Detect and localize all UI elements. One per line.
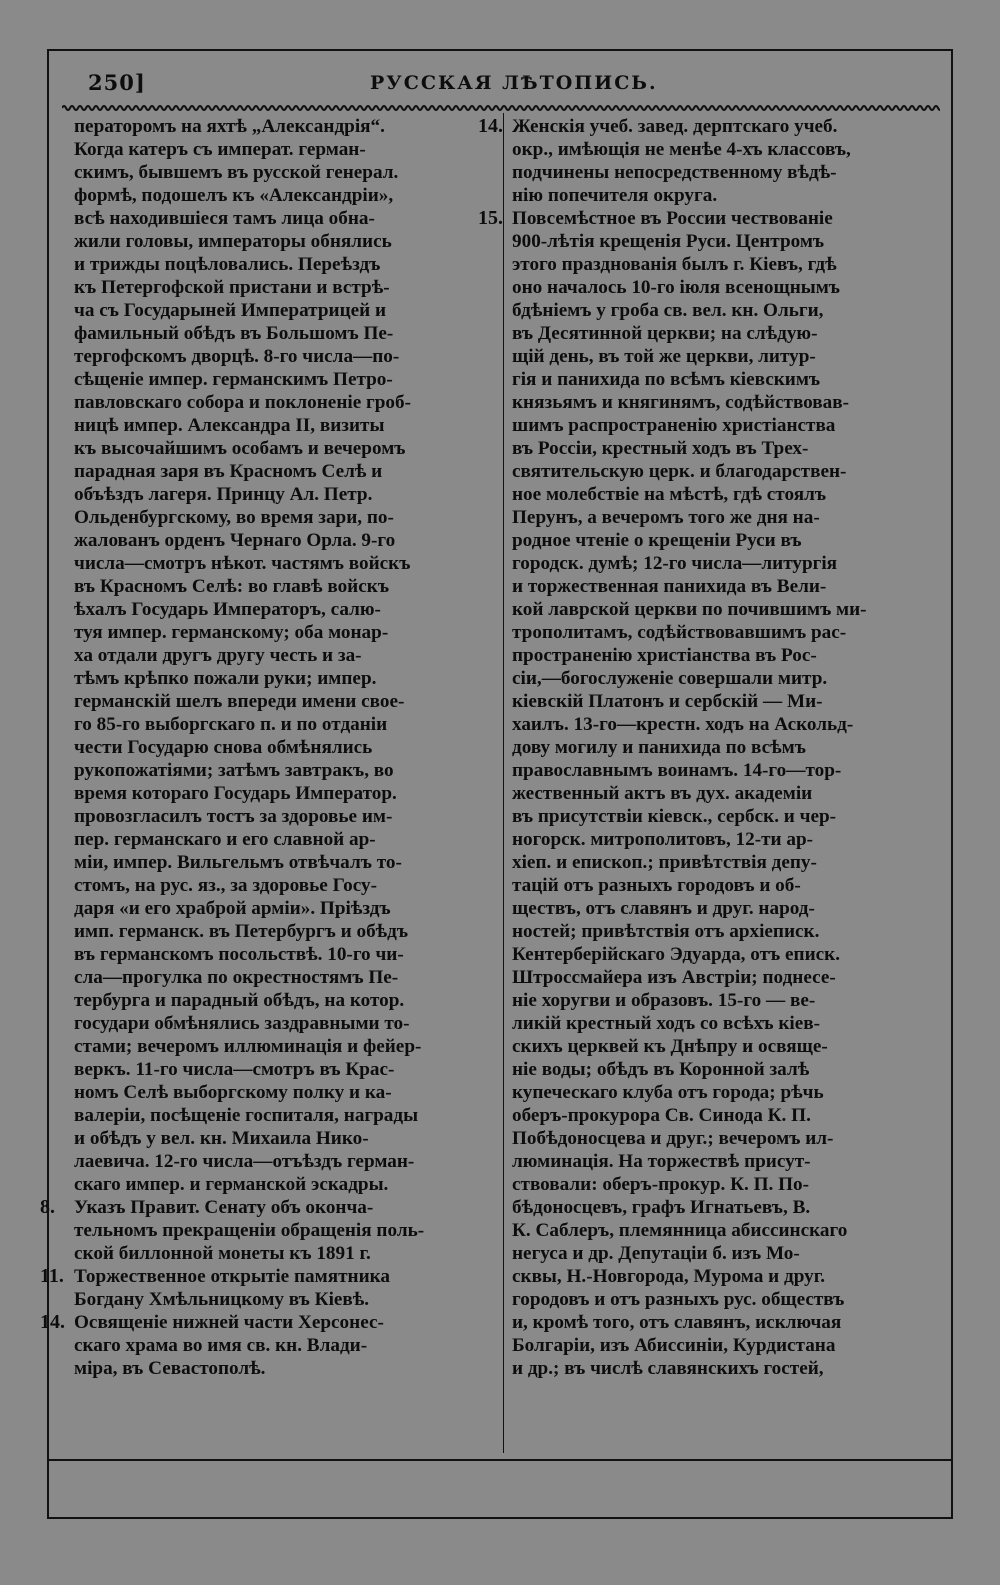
entry-text-line: въ присутствіи кіевск., сербск. и чер-: [512, 806, 837, 827]
bottom-rule: [48, 1459, 952, 1461]
text-line: скаго импер. и германской эскадры.: [74, 1174, 389, 1195]
entry-text-line: городовъ и отъ разныхъ рус. обществъ: [512, 1289, 845, 1310]
text-line: германскій шелъ впереди имени свое-: [74, 691, 405, 712]
entry-text-line: ногорск. митрополитовъ, 12-ти ар-: [512, 829, 814, 850]
entry-text-line: подчинены непосредственному вѣдѣ-: [512, 162, 837, 183]
text-line: формѣ, подошелъ къ «Александріи»,: [74, 185, 394, 206]
text-line: чести Государю снова обмѣнялись: [74, 737, 373, 758]
entry-text-line: Штроссмайера изъ Австріи; поднесе-: [512, 967, 836, 988]
entry-text-line: и торжественная панихида въ Вели-: [512, 576, 827, 597]
entry-text-line: нію попечителя округа.: [512, 185, 718, 206]
entry-text-line: гія и панихида по всѣмъ кіевскимъ: [512, 369, 821, 390]
entry-text-line: оберъ-прокурора Св. Синода К. П.: [512, 1105, 811, 1126]
entry-text-line: люминація. На торжествѣ присут-: [512, 1151, 811, 1172]
entry-text-line: ніе хоругви и образовъ. 15-го — ве-: [512, 990, 816, 1011]
entry-text-line: тацій отъ разныхъ городовъ и об-: [512, 875, 801, 896]
column-divider: [503, 113, 504, 1453]
page-number: 250]: [88, 70, 146, 95]
wavy-header-rule: [62, 102, 940, 114]
entry-text-line: щій день, въ той же церкви, литур-: [512, 346, 816, 367]
right-column: [478, 115, 944, 1380]
text-line: къ высочайшимъ особамъ и вечеромъ: [74, 438, 406, 459]
entry-text-line: ществъ, отъ славянъ и друг. народ-: [512, 898, 815, 919]
text-line: жалованъ орденъ Чернаго Орла. 9-го: [74, 530, 396, 551]
entry-date-number: 15.: [478, 207, 503, 229]
text-line: числа—смотръ нѣкот. частямъ войскъ: [74, 553, 411, 574]
entry-text-line: и др.; въ числѣ славянскихъ гостей,: [512, 1358, 824, 1379]
chronicle-entry: [40, 1311, 494, 1380]
text-line: даря «и его храброй арміи». Пріѣздъ: [74, 898, 391, 919]
text-line: провозгласилъ тостъ за здоровье им-: [74, 806, 393, 827]
text-line: ча съ Государыней Императрицей и: [74, 300, 387, 321]
entry-text-line: К. Саблеръ, племянница абиссинскаго: [512, 1220, 848, 1241]
entry-text-line: ное молебствіе на мѣстѣ, гдѣ стоялъ: [512, 484, 827, 505]
entry-text-line: сіи,—богослуженіе совершали митр.: [512, 668, 828, 689]
entry-text-line: кіевскій Платонъ и сербскій — Ми-: [512, 691, 823, 712]
text-line: пер. германскаго и его славной ар-: [74, 829, 376, 850]
entry-date-number: 11.: [40, 1265, 64, 1287]
text-line: парадная заря въ Красномъ Селѣ и: [74, 461, 383, 482]
entry-text-line: ликій крестный ходъ со всѣхъ кіев-: [512, 1013, 820, 1034]
entry-text-line: ствовали: оберъ-прокур. К. П. По-: [512, 1174, 810, 1195]
text-line: стомъ, на рус. яз., за здоровье Госу-: [74, 875, 377, 896]
entry-text-line: купеческаго клуба отъ города; рѣчь: [512, 1082, 824, 1103]
left-column: [40, 115, 494, 1380]
entry-text-line: святительскую церк. и благодарствен-: [512, 461, 847, 482]
text-line: номъ Селѣ выборгскому полку и ка-: [74, 1082, 392, 1103]
text-line: къ Петергофской пристани и встрѣ-: [74, 277, 390, 298]
text-line: тергофскомъ дворцѣ. 8-го числа—по-: [74, 346, 400, 367]
entry-text-line: дову могилу и панихида по всѣмъ: [512, 737, 806, 758]
entry-text-line: хаилъ. 13-го—крестн. ходъ на Аскольд-: [512, 714, 854, 735]
entry-text-line: родное чтеніе о крещеніи Руси въ: [512, 530, 802, 551]
text-line: лаевича. 12-го числа—отъѣздъ герман-: [74, 1151, 415, 1172]
entry-text-line: кой лаврской церкви по почившимъ ми-: [512, 599, 867, 620]
running-title: РУССКАЯ ЛѢТОПИСЬ.: [370, 72, 658, 94]
entry-text-line: въ Россіи, крестный ходъ въ Трех-: [512, 438, 809, 459]
entry-date-number: 8.: [40, 1196, 55, 1218]
entry-text-line: Болгаріи, изъ Абиссиніи, Курдистана: [512, 1335, 836, 1356]
entry-text-line: ской биллонной монеты къ 1891 г.: [74, 1243, 371, 1264]
entry-text-line: Торжественное открытіе памятника: [74, 1266, 390, 1287]
text-line: время котораго Государь Император.: [74, 783, 397, 804]
entry-text-line: оно началось 10-го іюля всенощнымъ: [512, 277, 840, 298]
text-line: рукопожатіями; затѣмъ завтракъ, во: [74, 760, 394, 781]
entry-text-line: въ Десятинной церкви; на слѣдую-: [512, 323, 818, 344]
text-line: го 85-го выборгскаго п. и по отданіи: [74, 714, 388, 735]
entry-text-line: окр., имѣющія не менѣе 4-хъ классовъ,: [512, 139, 851, 160]
entry-text-line: князьямъ и княгинямъ, содѣйствовав-: [512, 392, 850, 413]
text-line: фамильный обѣдъ въ Большомъ Пе-: [74, 323, 394, 344]
text-line: туя импер. германскому; оба монар-: [74, 622, 389, 643]
entry-text-line: ностей; привѣтствія отъ архіеписк.: [512, 921, 820, 942]
entry-text-line: и, кромѣ того, отъ славянъ, исключая: [512, 1312, 842, 1333]
entry-text-line: скаго храма во имя св. кн. Влади-: [74, 1335, 368, 1356]
entry-text-line: бѣдоносцевъ, графъ Игнатьевъ, В.: [512, 1197, 811, 1218]
text-line: тербурга и парадный обѣдъ, на котор.: [74, 990, 405, 1011]
entry-text-line: пространенію христіанства въ Рос-: [512, 645, 817, 666]
entry-text-line: негуса и др. Депутаціи б. изъ Мо-: [512, 1243, 800, 1264]
text-line: валеріи, посѣщеніе госпиталя, награды: [74, 1105, 419, 1126]
entry-text-line: хіеп. и епископ.; привѣтствія депу-: [512, 852, 817, 873]
text-line: скимъ, бывшемъ въ русской генерал.: [74, 162, 399, 183]
entry-date-number: 14.: [40, 1311, 65, 1333]
entry-text-line: Указъ Правит. Сенату объ оконча-: [74, 1197, 374, 1218]
chronicle-entry: [478, 115, 944, 207]
entry-text-line: бдѣніемъ у гроба св. вел. кн. Ольги,: [512, 300, 824, 321]
entry-text-line: городск. думѣ; 12-го числа—литургія: [512, 553, 838, 574]
text-line: жили головы, императоры обнялись: [74, 231, 392, 252]
text-line: въ германскомъ посольствѣ. 10-го чи-: [74, 944, 404, 965]
text-line: веркъ. 11-го числа—смотръ въ Крас-: [74, 1059, 395, 1080]
text-line: ператоромъ на яхтѣ „Александрія“.: [74, 116, 385, 137]
entry-text-line: Богдану Хмѣльницкому въ Кіевѣ.: [74, 1289, 370, 1310]
text-line: и трижды поцѣловались. Переѣздъ: [74, 254, 381, 275]
text-line: міи, импер. Вильгельмъ отвѣчалъ то-: [74, 852, 402, 873]
text-line: объѣздъ лагеря. Принцу Ал. Петр.: [74, 484, 373, 505]
text-line: тѣмъ крѣпко пожали руки; импер.: [74, 668, 377, 689]
entry-text-line: трополитамъ, содѣйствовавшимъ рас-: [512, 622, 847, 643]
entry-text-line: Повсемѣстное въ России чествованіе: [512, 208, 833, 229]
text-line: и обѣдъ у вел. кн. Михаила Нико-: [74, 1128, 369, 1149]
chronicle-entry: [40, 1196, 494, 1265]
text-line: всѣ находившіеся тамъ лица обна-: [74, 208, 375, 229]
text-line: павловскаго собора и поклоненіе гроб-: [74, 392, 411, 413]
entry-text-line: Освященіе нижней части Херсонес-: [74, 1312, 384, 1333]
entry-text-line: православнымъ воинамъ. 14-го—тор-: [512, 760, 842, 781]
text-line: въ Красномъ Селѣ: во главѣ войскъ: [74, 576, 389, 597]
entry-text-line: 900-лѣтія крещенія Руси. Центромъ: [512, 231, 825, 252]
text-line: ха отдали другъ другу честь и за-: [74, 645, 362, 666]
chronicle-entry: [478, 207, 944, 1380]
entry-text-line: шимъ распространенію христіанства: [512, 415, 836, 436]
entry-text-line: этого празднованія былъ г. Кіевъ, гдѣ: [512, 254, 837, 275]
entry-text-line: ніе воды; обѣдъ въ Коронной залѣ: [512, 1059, 810, 1080]
text-line: сла—прогулка по окрестностямъ Пе-: [74, 967, 399, 988]
text-line: Когда катеръ съ императ. герман-: [74, 139, 366, 160]
text-line: Ольденбургскому, во время зари, по-: [74, 507, 394, 528]
text-line: сѣщеніе импер. германскимъ Петро-: [74, 369, 393, 390]
entry-text-line: сквы, Н.-Новгорода, Мурома и друг.: [512, 1266, 826, 1287]
entry-text-line: Женскія учеб. завед. дерптскаго учеб.: [512, 116, 838, 137]
entry-text-line: скихъ церквей къ Днѣпру и освяще-: [512, 1036, 828, 1057]
text-line: ницѣ импер. Александра II, визиты: [74, 415, 385, 436]
entry-text-line: Перунъ, а вечеромъ того же дня на-: [512, 507, 820, 528]
entry-text-line: жественный актъ въ дух. академіи: [512, 783, 813, 804]
text-line: государи обмѣнялись заздравными то-: [74, 1013, 410, 1034]
entry-text-line: тельномъ прекращеніи обращенія поль-: [74, 1220, 425, 1241]
entry-text-line: міра, въ Севастополѣ.: [74, 1358, 266, 1379]
text-line: ѣхалъ Государь Императоръ, салю-: [74, 599, 381, 620]
entry-text-line: Кентерберійскаго Эдуарда, отъ еписк.: [512, 944, 841, 965]
entry-text-line: Побѣдоносцева и друг.; вечеромъ ил-: [512, 1128, 834, 1149]
chronicle-entry: [40, 1265, 494, 1311]
text-line: имп. германск. въ Петербургъ и обѣдъ: [74, 921, 409, 942]
entry-date-number: 14.: [478, 115, 503, 137]
text-line: стами; вечеромъ иллюминація и фейер-: [74, 1036, 422, 1057]
